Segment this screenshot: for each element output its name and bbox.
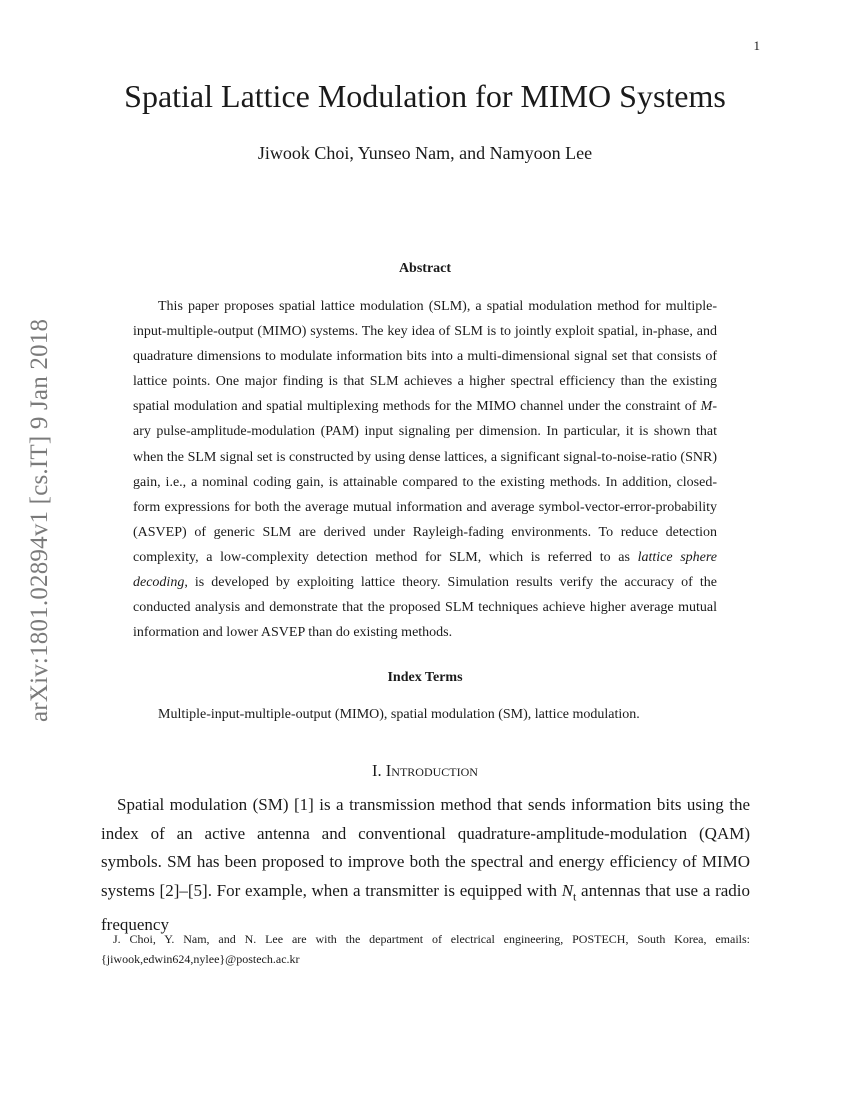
intro-text-part-1: Spatial modulation (SM) [1] is a transmission method that sends information bits using the index of an active antenna and conventional quadrature-amplitude-modulation (QAM) symbols. SM has been proposed to improve both the spectral and energy efficiency of MIMO systems [2]–[5]. For example, when a transmitter is equipped with — [101, 795, 750, 901]
paper-title: Spatial Lattice Modulation for MIMO Systems — [124, 78, 726, 114]
introduction-paragraph — [101, 791, 750, 940]
abstract-heading: Abstract — [398, 261, 452, 276]
arxiv-identifier-stamp: arXiv:1801.02894v1 [cs.IT] 9 Jan 2018 — [26, 318, 53, 722]
page-number: 1 — [753, 38, 760, 53]
abstract-emphasis: lattice sphere decoding — [133, 549, 718, 591]
index-terms-text: Multiple-input-multiple-output (MIMO), spatial modulation (SM), lattice modulation. — [158, 707, 640, 722]
math-variable-m: M — [700, 399, 713, 415]
abstract-text-part-1: This paper proposes spatial lattice modulation (SLM), a spatial modulation method for multiple-input-multiple-output (MIMO) systems. The key idea of SLM is to jointly exploit spatial, in-phase, and quadrature dimensions to modulate information bits into a multi-dimensional signal set that consists of lattice points. One major finding is that SLM achieves a higher spectral efficiency than the existing spatial modulation and spatial multiplexing methods for the MIMO channel under the constraint of — [133, 299, 717, 415]
author-list: Jiwook Choi, Yunseo Nam, and Namyoon Lee — [257, 143, 593, 163]
math-n: N — [561, 881, 574, 901]
author-affiliation-footnote: J. Choi, Y. Nam, and N. Lee are with the department of electrical engineering, POSTECH, South Korea, emails:{jiwook,edwin624,nylee}@postech.ac.kr — [101, 932, 750, 966]
intro-text-part-2: antennas that use a radio frequency — [101, 881, 750, 935]
section-title: Introduction — [385, 761, 478, 780]
section-heading-introduction — [80, 761, 770, 781]
math-subscript-t: t — [573, 889, 577, 904]
abstract-text-part-2: -ary pulse-amplitude-modulation (PAM) input signaling per dimension. In particular, it is shown that when the SLM signal set is constructed by using dense lattices, a significant signal-to-noise-ratio (SNR) gain, i.e., a nominal coding gain, is attainable compared to the existing methods. In addition, closed-form expressions for both the average mutual information and average symbol-vector-error-probability (ASVEP) of generic SLM are derived under Rayleigh-fading environments. To reduce detection complexity, a low-complexity detection method for SLM, which is referred to as — [133, 399, 717, 565]
abstract-text-part-3: , is developed by exploiting lattice theory. Simulation results verify the accuracy of the conducted analysis and demonstrate that the proposed SLM techniques achieve higher average mutual information and lower ASVEP than do existing methods. — [133, 575, 717, 641]
section-number: I. — [372, 761, 382, 780]
math-variable-nt — [561, 881, 577, 904]
index-terms-heading: Index Terms — [387, 670, 463, 685]
abstract-paragraph — [133, 294, 717, 645]
